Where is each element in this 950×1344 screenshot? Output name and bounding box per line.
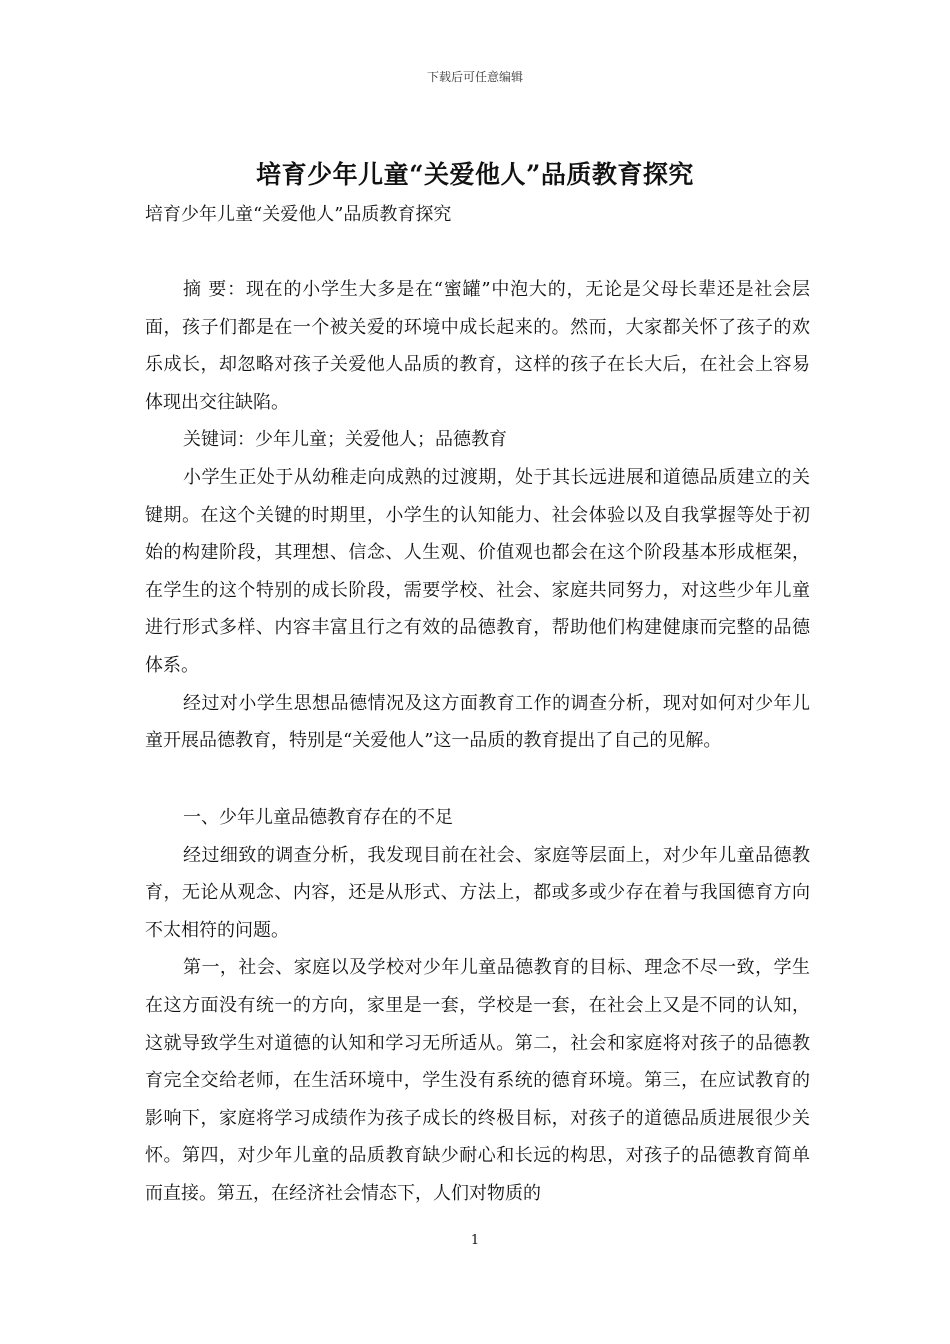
document-title: 培育少年儿童“关爱他人”品质教育探究: [256, 160, 694, 189]
document-subtitle: 培育少年儿童“关爱他人”品质教育探究: [145, 204, 452, 225]
abstract-paragraph: 摘 要：现在的小学生大多是在“蜜罐”中泡大的，无论是父母长辈还是社会层面，孩子们都是在一个被关爱的环境中成长起来的。然而，大家都关怀了孩子的欢乐成长，却忽略对孩子关爱他人品质的教育，这样的孩子在长大后，在社会上容易体现出交往缺陷。: [145, 279, 810, 413]
body-paragraph-3: 经过细致的调查分析，我发现目前在社会、家庭等层面上，对少年儿童品德教育，无论从观念、内容，还是从形式、方法上，都或多或少存在着与我国德育方向不太相符的问题。: [145, 844, 810, 941]
body-paragraph-1: 小学生正处于从幼稚走向成熟的过渡期，处于其长远进展和道德品质建立的关键期。在这个关键的时期里，小学生的认知能力、社会体验以及自我掌握等处于初始的构建阶段，其理想、信念、人生观、价值观也都会在这个阶段基本形成框架，在学生的这个特别的成长阶段，需要学校、社会、家庭共同努力，对这些少年儿童进行形式多样、内容丰富且行之有效的品德教育，帮助他们构建健康而完整的品德体系。: [145, 466, 810, 676]
section-block: [145, 799, 810, 1213]
abstract-block: [145, 271, 810, 760]
header-note: 下载后可任意编辑: [426, 70, 523, 84]
body-paragraph-4: 第一，社会、家庭以及学校对少年儿童品德教育的目标、理念不尽一致，学生在这方面没有统一的方向，家里是一套，学校是一套，在社会上又是不同的认知，这就导致学生对道德的认知和学习无所适从。第二，社会和家庭将对孩子的品德教育完全交给老师，在生活环境中，学生没有系统的德育环境。第三，在应试教育的影响下，家庭将学习成绩作为孩子成长的终极目标，对孩子的道德品质进展很少关怀。第四，对少年儿童的品质教育缺少耐心和长远的构思，对孩子的品德教育简单而直接。第五，在经济社会情态下，人们对物质的: [145, 957, 810, 1204]
keywords-paragraph: 关键词：少年儿童；关爱他人；品德教育: [183, 429, 507, 451]
section-heading: 一、少年儿童品德教育存在的不足: [183, 807, 453, 828]
page-number: 1: [470, 1233, 480, 1248]
body-paragraph-2: 经过对小学生思想品德情况及这方面教育工作的调查分析，现对如何对少年儿童开展品德教育，特别是“关爱他人”这一品质的教育提出了自己的见解。: [145, 692, 810, 752]
